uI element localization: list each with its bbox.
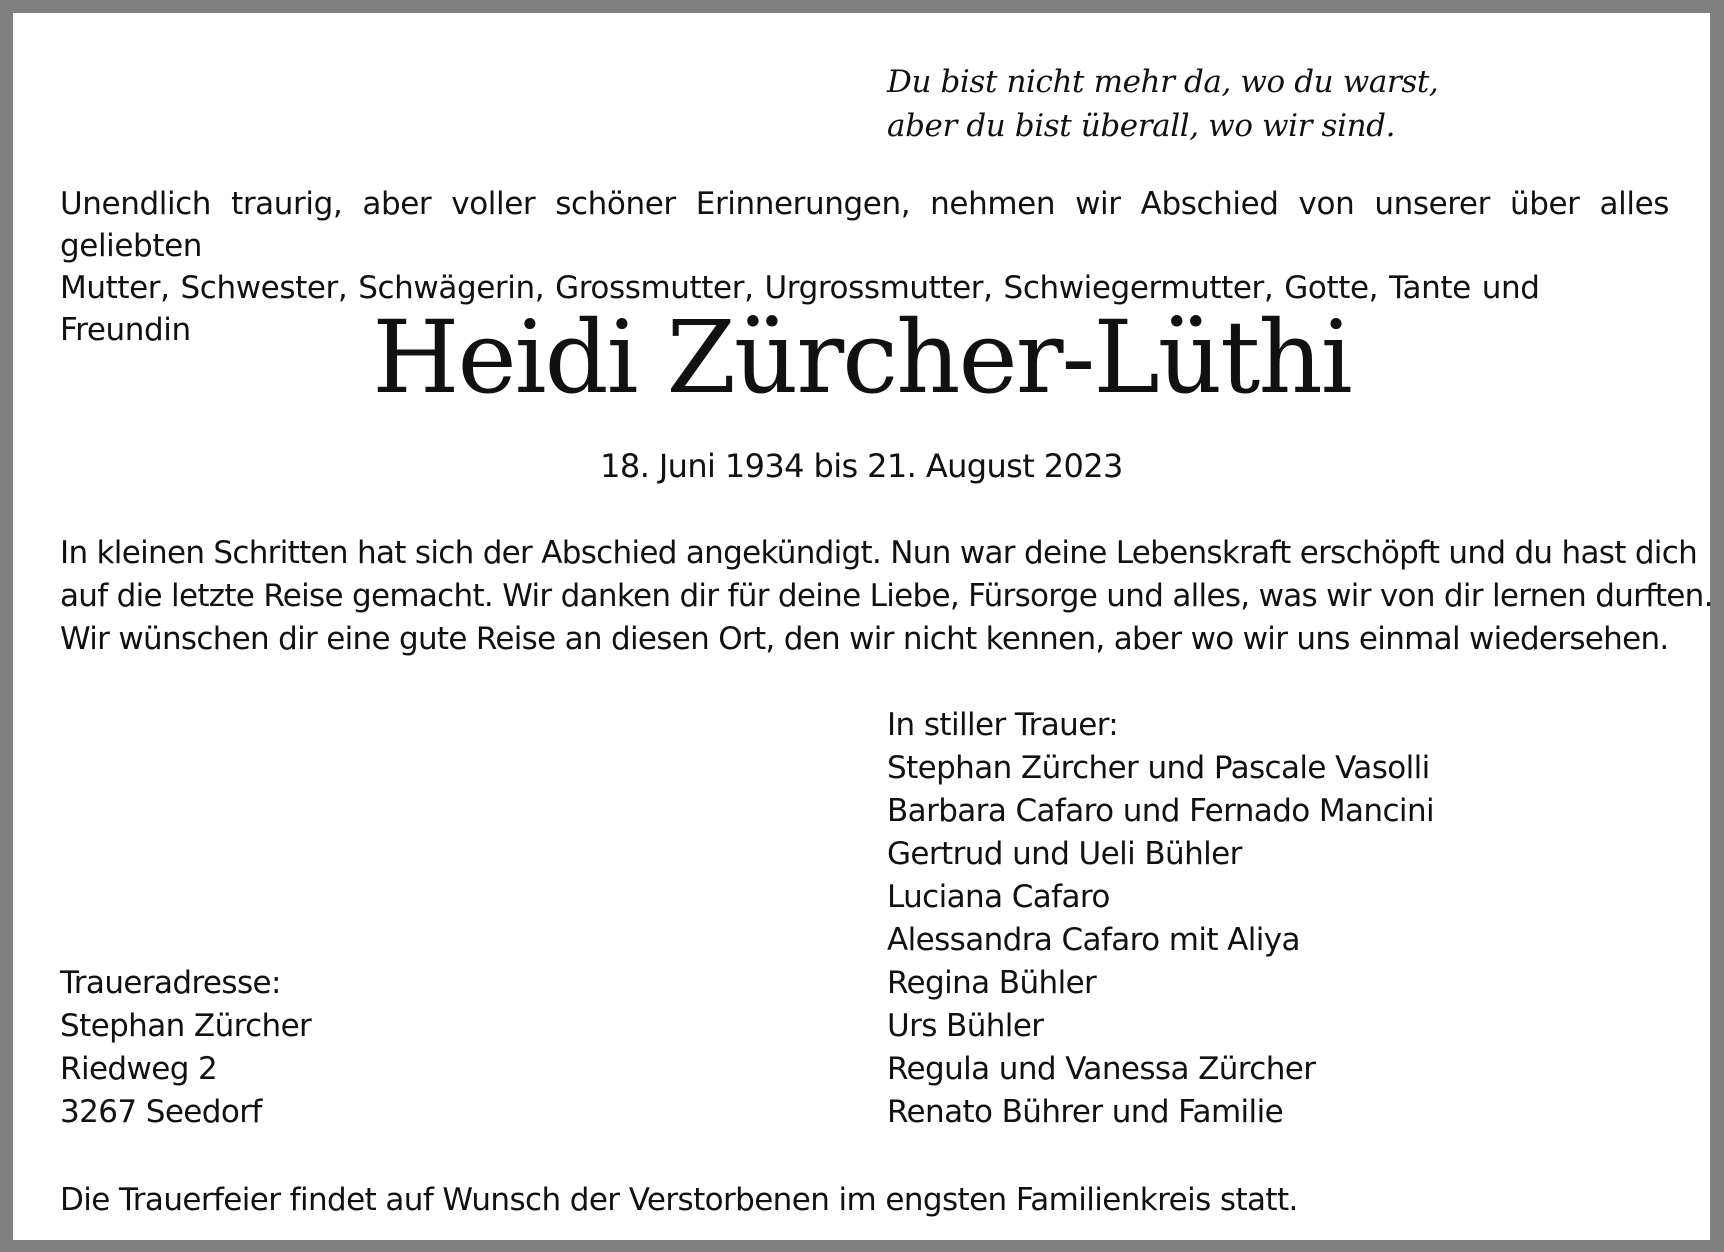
message-line: Wir wünschen dir eine gute Reise an diesen Ort, den wir nicht kennen, aber wo wir uns einmal wiedersehen. [60, 621, 1669, 657]
mourner-name: Alessandra Cafaro mit Aliya [887, 922, 1300, 958]
farewell-message [60, 532, 1713, 661]
mourner-name: Urs Bühler [887, 1008, 1044, 1044]
motto-line: aber du bist überall, wo wir sind. [887, 108, 1396, 144]
address-line: Riedweg 2 [60, 1051, 218, 1087]
motto-line: Du bist nicht mehr da, wo du warst, [887, 64, 1439, 100]
address-line: 3267 Seedorf [60, 1094, 262, 1130]
funeral-note: Die Trauerfeier findet auf Wunsch der Verstorbenen im engsten Familienkreis statt. [60, 1182, 1298, 1218]
mourning-address [60, 962, 311, 1134]
address-line: Stephan Zürcher [60, 1008, 312, 1044]
obituary-card [13, 13, 1713, 1240]
mourner-name: Regina Bühler [887, 965, 1097, 1001]
intro-line: Mutter, Schwester, Schwägerin, Grossmutter, Urgrossmutter, Schwiegermutter, Gotte, Tante und Freundin [60, 270, 1540, 348]
life-dates: 18. Juni 1934 bis 21. August 2023 [600, 447, 1123, 485]
address-heading: Traueradresse: [60, 965, 281, 1001]
intro-line: Unendlich traurig, aber voller schöner Erinnerungen, nehmen wir Abschied von unserer über alles geliebten [60, 186, 1669, 264]
mourner-name: Gertrud und Ueli Bühler [887, 836, 1242, 872]
message-line: auf die letzte Reise gemacht. Wir danken dir für deine Liebe, Fürsorge und alles, was wir von dir lernen durften. [60, 578, 1713, 614]
message-line: In kleinen Schritten hat sich der Abschied angekündigt. Nun war deine Lebenskraft erschöpft und du hast dich [60, 535, 1698, 571]
mourner-name: Regula und Vanessa Zürcher [887, 1051, 1316, 1087]
mourner-name: Luciana Cafaro [887, 879, 1110, 915]
mourner-name: Barbara Cafaro und Fernado Mancini [887, 793, 1435, 829]
mourners-heading: In stiller Trauer: [887, 707, 1119, 743]
deceased-name: Heidi Zürcher-Lüthi [372, 299, 1351, 416]
mourners-list [887, 704, 1434, 1134]
mourner-name: Renato Bührer und Familie [887, 1094, 1284, 1130]
mourner-name: Stephan Zürcher und Pascale Vasolli [887, 750, 1430, 786]
motto-quote [887, 60, 1438, 148]
